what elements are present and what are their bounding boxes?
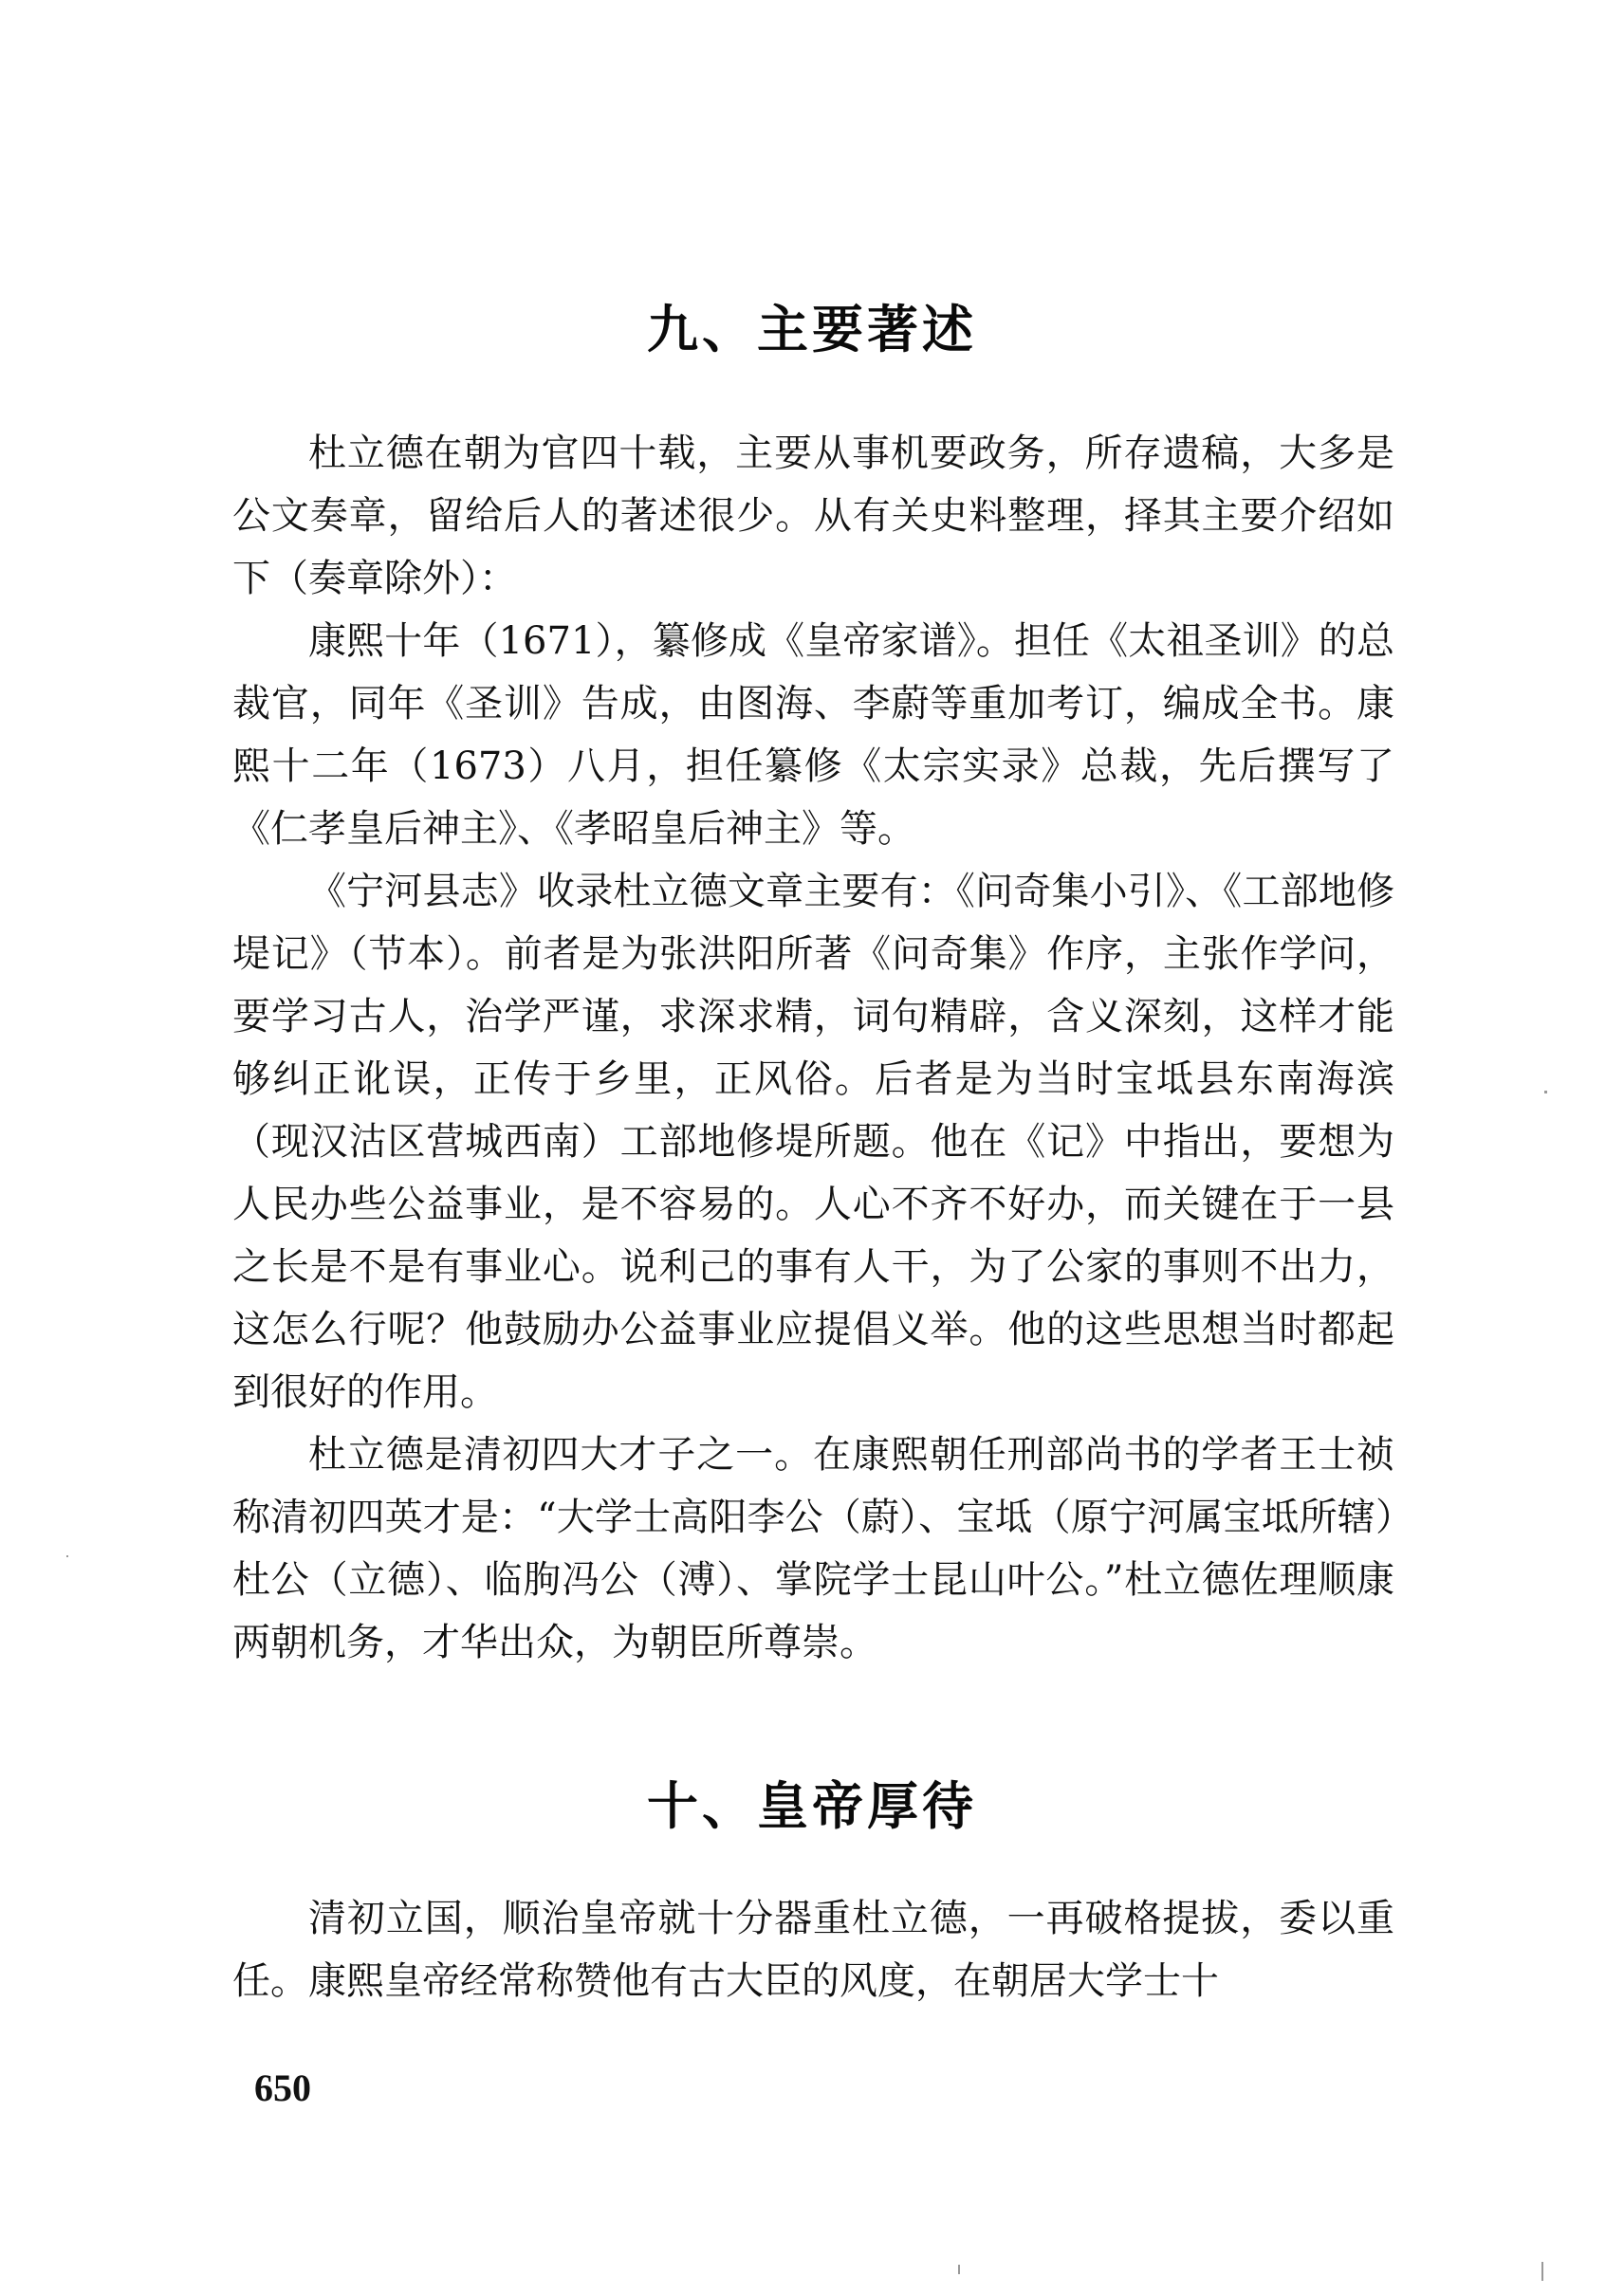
paragraph: 清初立国，顺治皇帝就十分器重杜立德，一再破格提拔，委以重任。康熙皇帝经常称赞他有古大臣的风度，在朝居大学士十 — [232, 1897, 1394, 2003]
paragraph: 杜立德在朝为官四十载，主要从事机要政务，所存遗稿，大多是公文奏章，留给后人的著述很少。从有关史料整理，择其主要介绍如下（奏章除外）： — [232, 432, 1394, 600]
page-number: 650 — [254, 2066, 311, 2109]
section-body — [232, 1887, 1394, 2012]
section-heading: 九、主要著述 — [647, 300, 977, 359]
scan-speck — [958, 2265, 960, 2274]
paragraph: 《宁河县志》收录杜立德文章主要有：《问奇集小引》、《工部地修堤记》（节本）。前者是为张洪阳所著《问奇集》作序，主张作学问，要学习古人，治学严谨，求深求精，词句精辟，含义深刻，这样才能够纠正讹误，正传于乡里，正风俗。后者是为当时宝坻县东南海滨（现汉沽区营城西南）工部地修堤所题。他在《记》中指出，要想为人民办些公益事业，是不容易的。人心不齐不好办，而关键在于一县之长是不是有事业心。说利己的事有人干，为了公家的事则不出力，这怎么行呢？他鼓励办公益事业应提倡义举。他的这些思想当时都起到很好的作用。 — [232, 870, 1394, 1414]
scan-speck — [66, 1555, 68, 1557]
paragraph: 康熙十年（1671），纂修成《皇帝家谱》。担任《太祖圣训》的总裁官，同年《圣训》告成，由图海、李蔚等重加考订，编成全书。康熙十二年（1673）八月，担任纂修《太宗实录》总裁，先后撰写了《仁孝皇后神主》、《孝昭皇后神主》等。 — [232, 619, 1394, 851]
section-body — [232, 422, 1394, 1674]
scan-speck — [1544, 1091, 1547, 1093]
paragraph: 杜立德是清初四大才子之一。在康熙朝任刑部尚书的学者王士祯称清初四英才是：“大学士高阳李公（蔚）、宝坻（原宁河属宝坻所辖）杜公（立德）、临朐冯公（溥）、掌院学士昆山叶公。”杜立德佐理顺康两朝机务，才华出众，为朝臣所尊崇。 — [232, 1433, 1394, 1664]
scan-speck — [1541, 2262, 1543, 2281]
section-heading: 十、皇帝厚待 — [647, 1776, 977, 1836]
